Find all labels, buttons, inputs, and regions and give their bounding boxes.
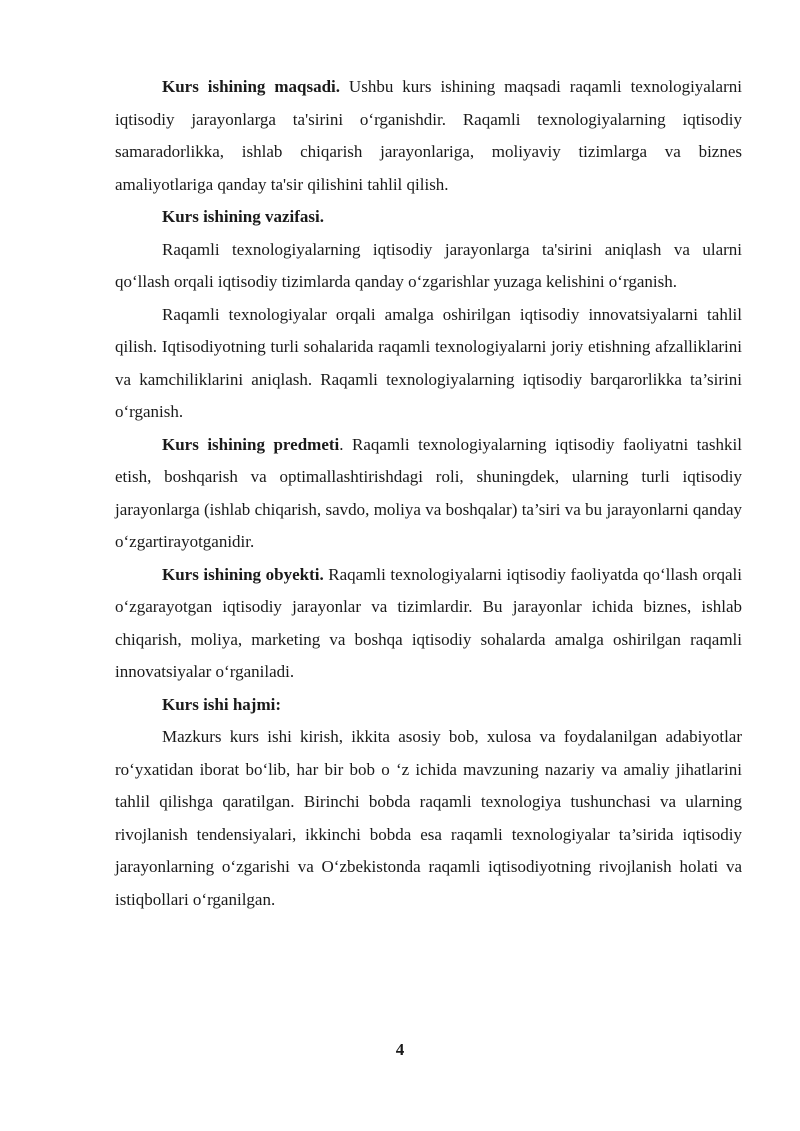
tasks-paragraph-1: Raqamli texnologiyalarning iqtisodiy jarayonlarga ta'sirini aniqlash va ularni qo‘llash orqali iqtisodiy tizimlarda qanday o‘zgarishlar yuzaga kelishini o‘rganish. xyxy=(115,239,742,291)
object-paragraph xyxy=(115,559,742,689)
subject-text: . Raqamli texnologiyalarning iqtisodiy faoliyatni tashkil etish, boshqarish va optimallashtirishdagi roli, shuningdek, ularning turli iqtisodiy jarayonlarga (ishlab chiqarish, savdo, moliya va boshqalar) ta’siri va bu jarayonlarni qanday o‘zgartirayotganidir. xyxy=(115,434,742,551)
object-text: Raqamli texnologiyalarni iqtisodiy faoliyatda qo‘llash orqali o‘zgarayotgan iqtisodiy jarayonlar va tizimlardir. Bu jarayonlar ichida biznes, ishlab chiqarish, moliya, marketing va boshqa iqtisodiy sohalarda amalga oshirilgan raqamli innovatsiyalar o‘rganiladi. xyxy=(115,564,742,681)
purpose-heading: Kurs ishining maqsadi. xyxy=(162,77,340,96)
volume-paragraph: Mazkurs kurs ishi kirish, ikkita asosiy bob, xulosa va foydalanilgan adabiyotlar ro‘yxatidan iborat bo‘lib, har bir bob o ‘z ichida mavzuning nazariy va amaliy jihatlarini tahlil qilishga qaratilgan. Birinchi bobda raqamli texnologiya tushunchasi va ularning rivojlanish tendensiyalari, ikkinchi bobda esa raqamli texnologiyalar ta’sirida iqtisodiy jarayonlarning o‘zgarishi va O‘zbekistonda raqamli iqtisodiyotning rivojlanish holati va istiqbollari o‘rganilgan. xyxy=(115,727,742,909)
subject-paragraph xyxy=(115,429,742,559)
volume-heading: Kurs ishi hajmi: xyxy=(162,694,282,714)
subject-heading: Kurs ishining predmeti xyxy=(162,434,340,454)
document-page xyxy=(115,71,742,916)
object-heading: Kurs ishining obyekti. xyxy=(162,564,324,584)
purpose-text: Ushbu kurs ishining maqsadi raqamli texnologiyalarni iqtisodiy jarayonlarga ta'sirini o‘rganishdir. Raqamli texnologiyalarning iqtisodiy samaradorlikka, ishlab chiqarish jarayonlariga, moliyaviy tizimlarga va biznes amaliyotlariga qanday ta'sir qilishini tahlil qilish. xyxy=(115,77,742,194)
page-number: 4 xyxy=(395,1040,405,1059)
tasks-heading: Kurs ishining vazifasi. xyxy=(162,207,325,226)
tasks-paragraph-2: Raqamli texnologiyalar orqali amalga oshirilgan iqtisodiy innovatsiyalarni tahlil qilish. Iqtisodiyotning turli sohalarida raqamli texnologiyalarni joriy etishning afzalliklarini va kamchiliklarini aniqlash. Raqamli texnologiyalarning iqtisodiy barqarorlikka ta’sirini o‘rganish. xyxy=(115,304,742,421)
purpose-paragraph xyxy=(115,71,742,201)
